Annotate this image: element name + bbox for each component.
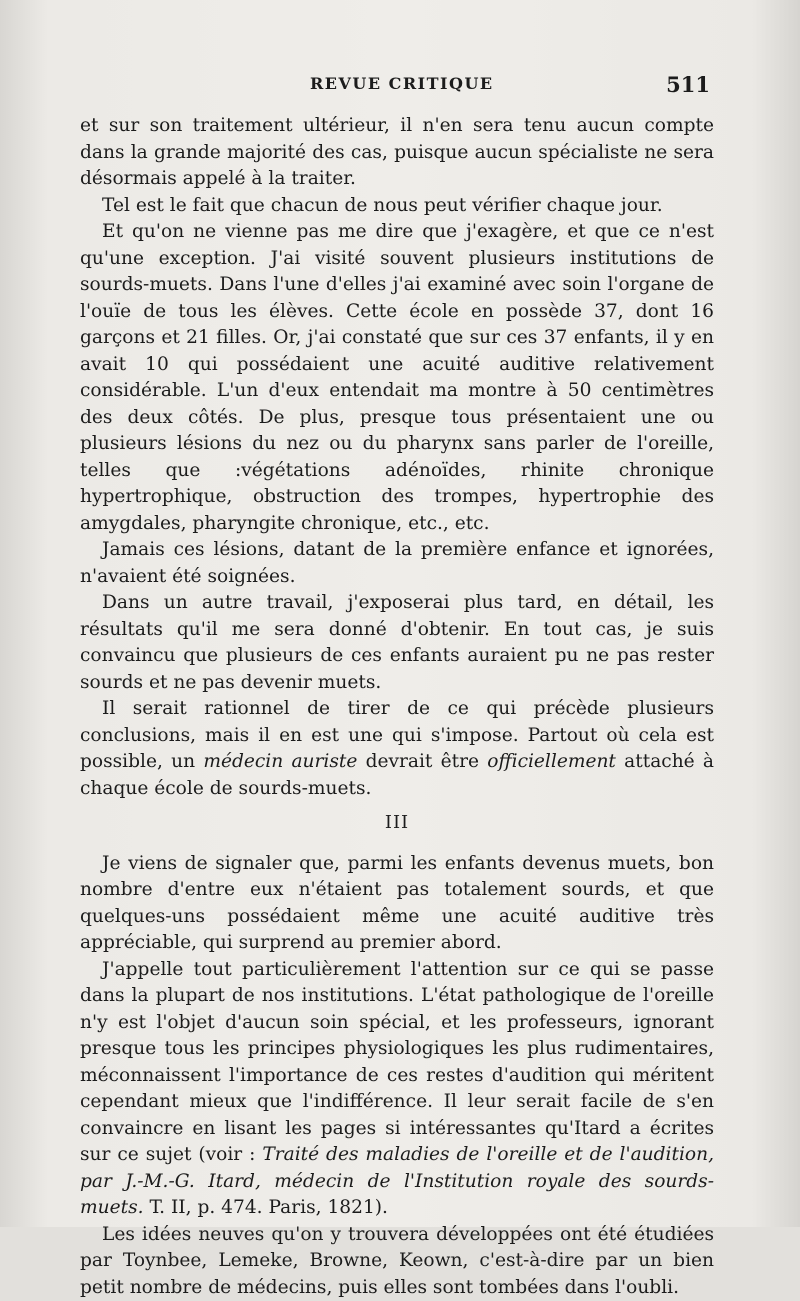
italic-citation: Traité des maladies de l'oreille et de l'audition, par J.-M.-G. Itard, médecin de l'Institution royale des sourds-muets. <box>80 1144 714 1218</box>
paragraph: Dans un autre travail, j'exposerai plus tard, en détail, les résultats qu'il me sera donné d'obtenir. En tout cas, je suis convaincu que plusieurs de ces enfants auraient pu ne pas rester sourds et ne pas devenir muets. <box>80 590 714 696</box>
text-run: Il serait rationnel de tirer de ce qui précède plusieurs conclusions, mais il en est une qui s'impose. Partout où cela est possible, un <box>80 698 714 772</box>
paragraph: Je viens de signaler que, parmi les enfants devenus muets, bon nombre d'entre eux n'étaient pas totalement sourds, et que quelques-uns possédaient même une acuité auditive très appréciable, qui surprend au premier abord. <box>80 851 714 957</box>
text-run: attaché à chaque école de sourds-muets. <box>80 751 714 799</box>
page-number: 511 <box>666 72 710 97</box>
paragraph: Les idées neuves qu'on y trouvera développées ont été étudiées par Toynbee, Lemeke, Browne, Keown, c'est-à-dire par un bien petit nombre de médecins, puis elles sont tombées dans l'oubli. <box>80 1222 714 1301</box>
text-run: devrait être <box>357 751 487 772</box>
page-header <box>80 72 720 102</box>
running-head: REVUE CRITIQUE <box>310 74 494 93</box>
body-text <box>80 113 714 1301</box>
paragraph: et sur son traitement ultérieur, il n'en sera tenu aucun compte dans la grande majorité des cas, puisque aucun spécialiste ne sera désormais appelé à la traiter. <box>80 113 714 193</box>
italic-term: médecin auriste <box>203 751 357 772</box>
text-run: T. II, p. 474. Paris, 1821). <box>144 1197 388 1218</box>
paragraph: Et qu'on ne vienne pas me dire que j'exagère, et que ce n'est qu'une exception. J'ai visité souvent plusieurs institutions de sourds-muets. Dans l'une d'elles j'ai examiné avec soin l'organe de l'ouïe de tous les élèves. Cette école en possède 37, dont 16 garçons et 21 filles. Or, j'ai constaté que sur ces 37 enfants, il y en avait 10 qui possédaient une acuité auditive relativement considérable. L'un d'eux entendait ma montre à 50 centimètres des deux côtés. De plus, presque tous présentaient une ou plusieurs lésions du nez ou du pharynx sans parler de l'oreille, telles que :végétations adénoïdes, rhinite chronique hypertrophique, obstruction des trompes, hypertrophie des amygdales, pharyngite chronique, etc., etc. <box>80 219 714 537</box>
paragraph <box>80 696 714 802</box>
section-heading: III <box>80 810 714 837</box>
italic-term: officiellement <box>487 751 616 772</box>
paragraph: Jamais ces lésions, datant de la première enfance et ignorées, n'avaient été soignées. <box>80 537 714 590</box>
paragraph: Tel est le fait que chacun de nous peut vérifier chaque jour. <box>80 193 714 220</box>
paragraph <box>80 957 714 1222</box>
text-run: J'appelle tout particulièrement l'attention sur ce qui se passe dans la plupart de nos institutions. L'état pathologique de l'oreille n'y est l'objet d'aucun soin spécial, et les professeurs, ignorant presque tous les principes physiologiques les plus rudimentaires, méconnaissent l'importance de ces restes d'audition qui méritent cependant mieux que l'indifférence. Il leur serait facile de s'en convaincre en lisant les pages si intéressantes qu'Itard a écrites sur ce sujet (voir : <box>80 959 714 1166</box>
